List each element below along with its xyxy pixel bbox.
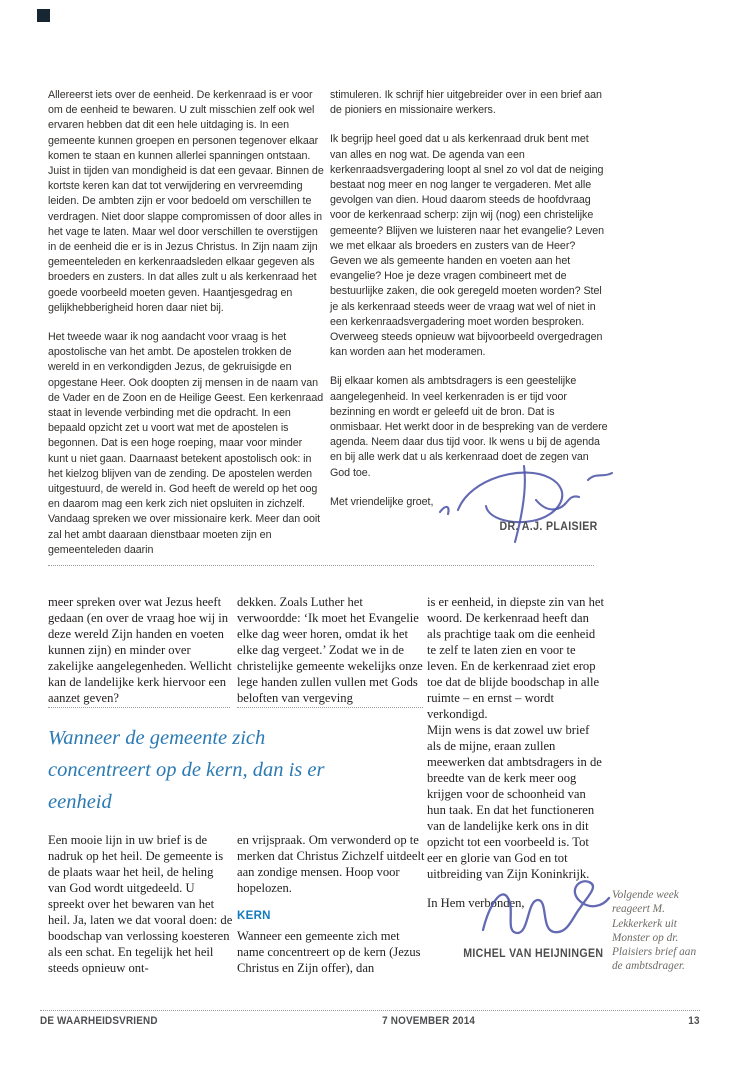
letter-paragraph: Bij elkaar komen als ambtsdragers is een geestelijke aangelegenheid. In veel kerkenraden is er tijd voor bezinning en wordt er geleefd uit de bron. Dat is onmisbaar. Het werkt door in de bespreking van de verdere agenda. Neem daar dus tijd voor. Ik wens u bij de agenda en bij alle werk dat u als kerkenraad doet de zegen van God toe.: [330, 375, 608, 479]
signature-name-plaisier: DR. A.J. PLAISIER: [499, 521, 598, 533]
section-divider-rule: [48, 565, 594, 566]
column-rule: [237, 707, 423, 708]
article-column1-top: [48, 594, 232, 706]
footer-date: 7 NOVEMBER 2014: [382, 1015, 476, 1027]
article-closing: In Hem verbonden,: [427, 896, 525, 910]
article-paragraph: meer spreken over wat Jezus heeft gedaan (en over de vraag hoe wij in deze wereld Zijn handen en voeten kunnen zijn) en minder over zakelijke aangelegenheden. Wellicht kan de landelijke kerk hiervoor een aanzet geven?: [48, 595, 232, 705]
article-column2-bottom: [237, 832, 425, 976]
signature-name-van-heijningen: MICHEL VAN HEIJNINGEN: [462, 948, 603, 960]
footer-publication: DE WAARHEIDSVRIEND: [40, 1015, 158, 1027]
article-paragraph: Wanneer een gemeente zich met name concentreert op de kern (Jezus Christus en Zijn offer), dan: [237, 929, 421, 975]
kern-heading: KERN: [237, 910, 271, 922]
article-column1-bottom: [48, 832, 234, 976]
footer-rule: [40, 1010, 700, 1011]
corner-mark: [37, 9, 50, 22]
letter-paragraph: Allereerst iets over de eenheid. De kerkenraad is er voor om de eenheid te bewaren. U zult misschien zelf ook wel ervaren hebben dat dit een hele uitdaging is. In een gemeente kunnen groepen en personen tegenover elkaar komen te staan en kunnen allerlei spanningen ontstaan. Juist in tijden van mondigheid is dat een gevaar. Binnen de kortste keren kan dat tot verwijdering en vervreemding leiden. De ambten zijn er voor bedoeld om verschillen te verdragen. Niet door slappe compromissen of door alles in het vage te laten. Maar wel door verschillen te overstijgen in de eenheid die er is in Jezus Christus. In Zijn naam zijn gemeenteleden en kerkenraadsleden elkaar gegeven als broeders en zusters. In dat alles zult u als kerkenraad het goede voorbeeld moeten geven. Haantjesgedrag en gelijkhebberigheid horen daar niet bij.: [48, 89, 324, 314]
letter-paragraph: stimuleren. Ik schrijf hier uitgebreider over in een brief aan de pioniers en missionaire werkers.: [330, 89, 602, 117]
sidebar-note: Volgende week reageert M. Lekkerkerk uit Monster op dr. Plaisiers brief aan de ambtsdrager.: [612, 889, 697, 973]
article-column3: [427, 594, 605, 911]
letter-closing: Met vriendelijke groet,: [330, 495, 434, 508]
article-paragraph: is er eenheid, in diepste zin van het woord. De kerkenraad heeft dan als prachtige taak om die eenheid te zelf te laten zien en voor te leven. En de kerkenraad ziet erop toe dat de blijde boodschap in alle ruimte – en ernst – wordt verkondigd.: [427, 595, 604, 721]
letter-column-left: [48, 88, 324, 572]
letter-paragraph: Ik begrijp heel goed dat u als kerkenraad druk bent met van alles en nog wat. De agenda van een kerkenraadsvergadering loopt al snel zo vol dat de neiging bestaat nog meer en nog langer te vergaderen. Met alle gevolgen van dien. Houd daarom steeds de hoofdvraag voor de kerkenraad scherp: zijn wij (nog) een christelijke gemeente? Blijven we luisteren naar het evangelie? Leven we met elkaar als broeders en zusters van de Heer? Geven we als gemeente handen en voeten aan het evangelie? Hoe je deze vragen combineert met de bestuurlijke zaken, die ook geregeld moeten worden? Stel je als kerkenraad steeds weer de vraag wat wel of niet in een kerkenraadsvergadering moet worden besproken. Overweeg steeds opnieuw wat bijvoorbeeld overgedragen kan worden aan het moderamen.: [330, 133, 605, 359]
footer: [40, 1015, 700, 1027]
article-paragraph: Een mooie lijn in uw brief is de nadruk op het heil. De gemeente is de plaats waar het heil, de heling van God wordt uitgedeeld. U spreekt over het bewaren van het heil. Ja, laten we dat vooral doen: de boodschap van verlossing koesteren als een schat. En tegelijk het heil steeds opnieuw ont-: [48, 833, 233, 975]
signature-van-heijningen: [477, 870, 615, 952]
footer-page-number: 13: [688, 1015, 700, 1027]
letter-paragraph: Het tweede waar ik nog aandacht voor vraag is het apostolische van het ambt. De apostelen trokken de wereld in en verkondigden Jezus, de gekruisigde en opgestane Heer. Ook doopten zij mensen in de naam van de Vader en de Zoon en de Heilige Geest. Een kerkenraad staat in levende verbinding met die opdracht. In een bepaald opzicht zet u voort wat met de apostelen is begonnen. Dat is een hoge roeping, maar voor minder kunt u niet gaan. Daarnaast betekent apostolisch ook: in het kielzog blijven van de zending. De apostelen werden uitgestuurd, de wereld in. God heeft de wereld op het oog en daarom mag een kerk zich niet opsluiten in zichzelf. Vandaag spreken we over missionaire kerk. Meer dan ooit zal het ambt daaraan dienstbaar moeten zijn en gemeenteleden daarin: [48, 331, 324, 556]
article-paragraph: en vrijspraak. Om verwonderd op te merken dat Christus Zichzelf uitdeelt aan zondige mensen. Hoop voor hopelozen.: [237, 833, 425, 895]
pull-quote: Wanneer de gemeente zich concentreert op de kern, dan is er eenheid: [48, 727, 325, 813]
article-paragraph: dekken. Zoals Luther het verwoordde: ‘Ik moet het Evangelie elke dag weer horen, omdat ik het elke dag vergeet.’ Zodat we in de christelijke gemeente wekelijks onze lege handen zullen vullen met Gods beloften van vergeving: [237, 595, 423, 705]
article-column2-top: [237, 594, 425, 706]
article-paragraph: Mijn wens is dat zowel uw brief als de mijne, eraan zullen meewerken dat ambtsdragers in de breedte van de kerk meer oog krijgen voor de schoonheid van hun taak. En dat het functioneren van de landelijke kerk ons in dit opzicht tot een voorbeeld is. Tot eer en glorie van God en tot uitbreiding van Zijn Koninkrijk.: [427, 723, 602, 881]
column-rule: [48, 707, 230, 708]
